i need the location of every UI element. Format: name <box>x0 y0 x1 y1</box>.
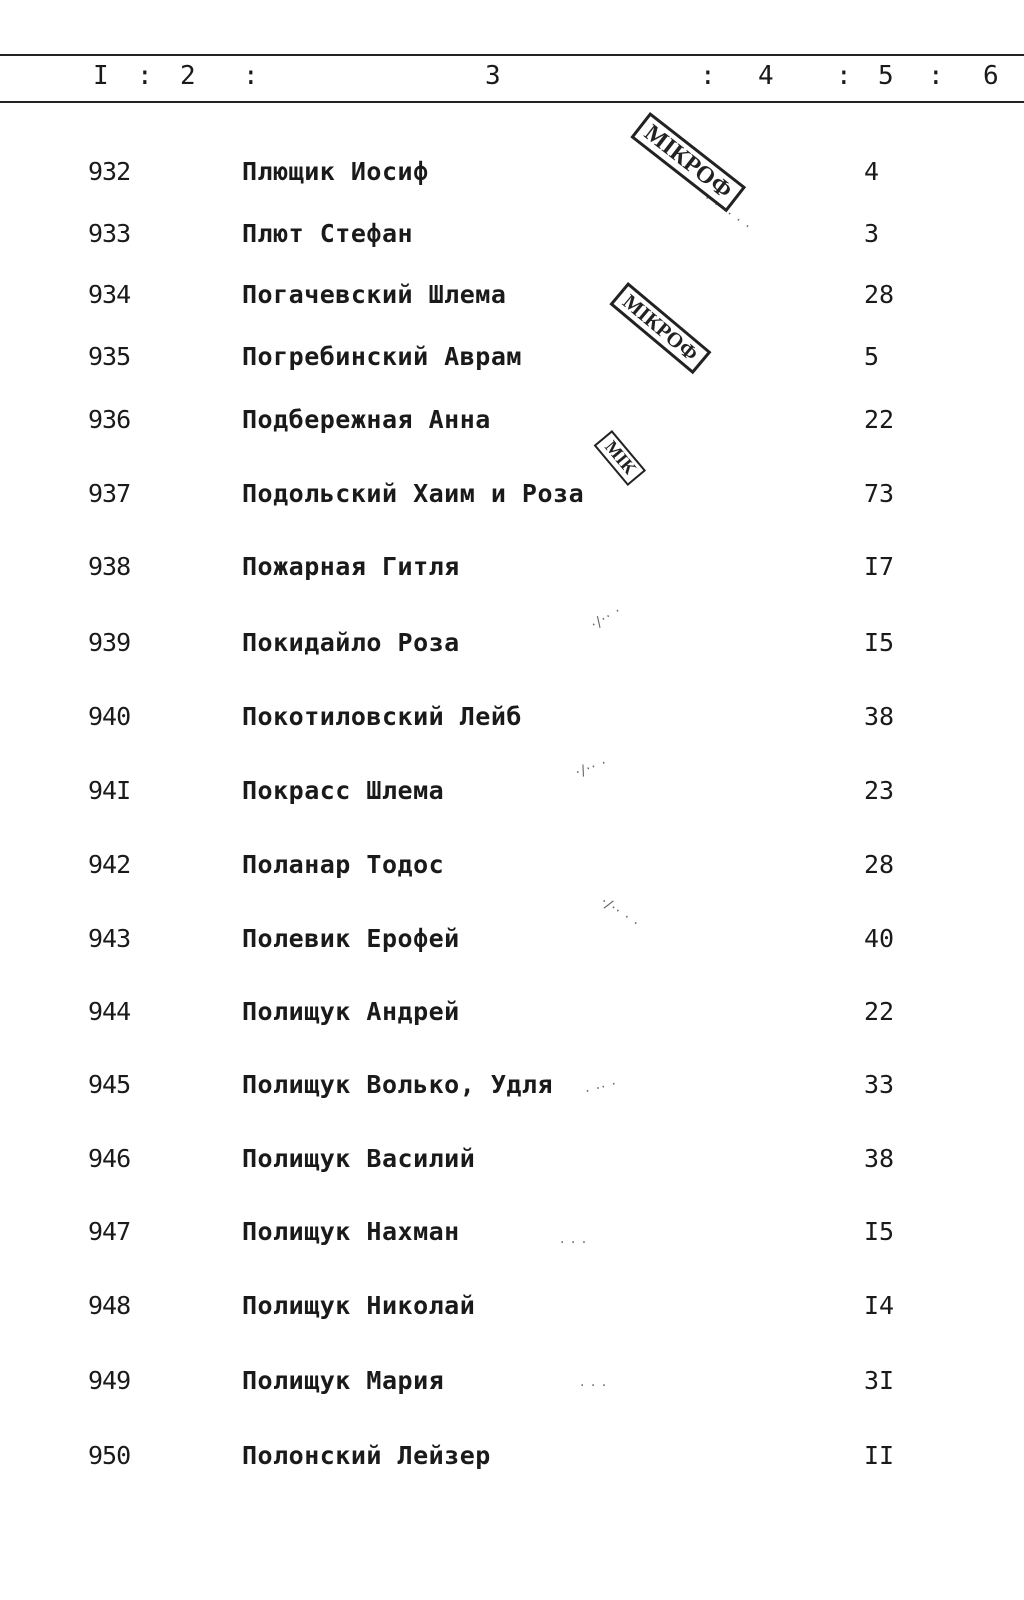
table-row <box>0 1139 1024 1179</box>
header-separator: : <box>137 61 153 91</box>
header-top-rule <box>0 54 1024 56</box>
row-number: 933 <box>88 219 131 248</box>
row-count: 3 <box>864 219 880 248</box>
row-number: 947 <box>88 1217 131 1246</box>
row-name: Полищук Николай <box>242 1291 476 1320</box>
row-count: 73 <box>864 479 895 508</box>
row-count: 23 <box>864 776 895 805</box>
header-separator: : <box>700 61 716 91</box>
table-row <box>0 845 1024 885</box>
microfilm-stamp: МІКРОФ <box>630 112 746 212</box>
row-count: 38 <box>864 702 895 731</box>
row-count: 40 <box>864 924 895 953</box>
row-name: Плющик Иосиф <box>242 157 429 186</box>
table-row <box>0 1361 1024 1401</box>
row-number: 94I <box>88 776 131 805</box>
table-row <box>0 474 1024 514</box>
row-name: Покидайло Роза <box>242 628 460 657</box>
row-number: 943 <box>88 924 131 953</box>
row-count: 28 <box>864 850 895 879</box>
row-number: 932 <box>88 157 131 186</box>
stamp-residue-mark: · · · <box>580 1378 608 1394</box>
row-count: 22 <box>864 997 895 1026</box>
microfilm-stamp: МІК <box>594 430 646 486</box>
stamp-residue-mark: ·∕·· · · <box>597 893 643 933</box>
table-row <box>0 771 1024 811</box>
row-name: Погачевский Шлема <box>242 280 507 309</box>
stamp-residue-mark: · ·· · <box>583 1076 620 1100</box>
row-count: 33 <box>864 1070 895 1099</box>
row-name: Плют Стефан <box>242 219 414 248</box>
table-row <box>0 1436 1024 1476</box>
row-number: 945 <box>88 1070 131 1099</box>
row-name: Покотиловский Лейб <box>242 702 522 731</box>
row-number: 946 <box>88 1144 131 1173</box>
row-number: 937 <box>88 479 131 508</box>
table-row <box>0 1212 1024 1252</box>
row-number: 936 <box>88 405 131 434</box>
row-number: 950 <box>88 1441 131 1470</box>
row-count: II <box>864 1441 895 1470</box>
row-count: 4 <box>864 157 880 186</box>
row-name: Подольский Хаим и Роза <box>242 479 585 508</box>
header-col-5: 5 <box>878 61 894 91</box>
table-row <box>0 275 1024 315</box>
table-row <box>0 152 1024 192</box>
row-count: 38 <box>864 1144 895 1173</box>
row-name: Подбережная Анна <box>242 405 491 434</box>
row-number: 939 <box>88 628 131 657</box>
header-col-6: 6 <box>983 61 999 91</box>
row-name: Полищук Мария <box>242 1366 445 1395</box>
row-number: 934 <box>88 280 131 309</box>
table-row <box>0 1065 1024 1105</box>
table-row <box>0 697 1024 737</box>
row-name: Полищук Василий <box>242 1144 476 1173</box>
row-number: 940 <box>88 702 131 731</box>
header-col-2: 2 <box>180 61 196 91</box>
table-row <box>0 992 1024 1032</box>
header-separator: : <box>928 61 944 91</box>
row-name: Полонский Лейзер <box>242 1441 491 1470</box>
table-row <box>0 547 1024 587</box>
table-row <box>0 337 1024 377</box>
row-number: 949 <box>88 1366 131 1395</box>
row-count: I7 <box>864 552 895 581</box>
row-name: Покрасс Шлема <box>242 776 445 805</box>
header-col-3: 3 <box>485 61 501 91</box>
table-row <box>0 919 1024 959</box>
row-count: 3I <box>864 1366 895 1395</box>
row-number: 938 <box>88 552 131 581</box>
stamp-residue-mark: ·∕·· · <box>573 754 610 782</box>
header-separator: : <box>836 61 852 91</box>
row-count: I4 <box>864 1291 895 1320</box>
row-name: Пожарная Гитля <box>242 552 460 581</box>
stamp-residue-mark: · · · <box>560 1235 588 1251</box>
row-number: 935 <box>88 342 131 371</box>
header-bottom-rule <box>0 101 1024 103</box>
header-separator: : <box>243 61 259 91</box>
table-row <box>0 214 1024 254</box>
table-row <box>0 400 1024 440</box>
header-col-4: 4 <box>758 61 774 91</box>
row-count: 22 <box>864 405 895 434</box>
row-name: Полищук Волько, Удля <box>242 1070 554 1099</box>
row-count: I5 <box>864 1217 895 1246</box>
microfilm-stamp: МІКРОФ <box>609 282 711 374</box>
stamp-residue-mark: · · ·· · · <box>700 190 755 236</box>
row-name: Погребинский Аврам <box>242 342 522 371</box>
row-number: 942 <box>88 850 131 879</box>
table-row <box>0 623 1024 663</box>
row-name: Полевик Ерофей <box>242 924 460 953</box>
stamp-residue-mark: ·∕·· · <box>588 602 625 634</box>
row-number: 944 <box>88 997 131 1026</box>
row-name: Полищук Андрей <box>242 997 460 1026</box>
row-name: Полищук Нахман <box>242 1217 460 1246</box>
table-row <box>0 1286 1024 1326</box>
row-count: 28 <box>864 280 895 309</box>
row-count: I5 <box>864 628 895 657</box>
header-col-1: I <box>93 61 109 91</box>
row-count: 5 <box>864 342 880 371</box>
row-number: 948 <box>88 1291 131 1320</box>
row-name: Поланар Тодос <box>242 850 445 879</box>
